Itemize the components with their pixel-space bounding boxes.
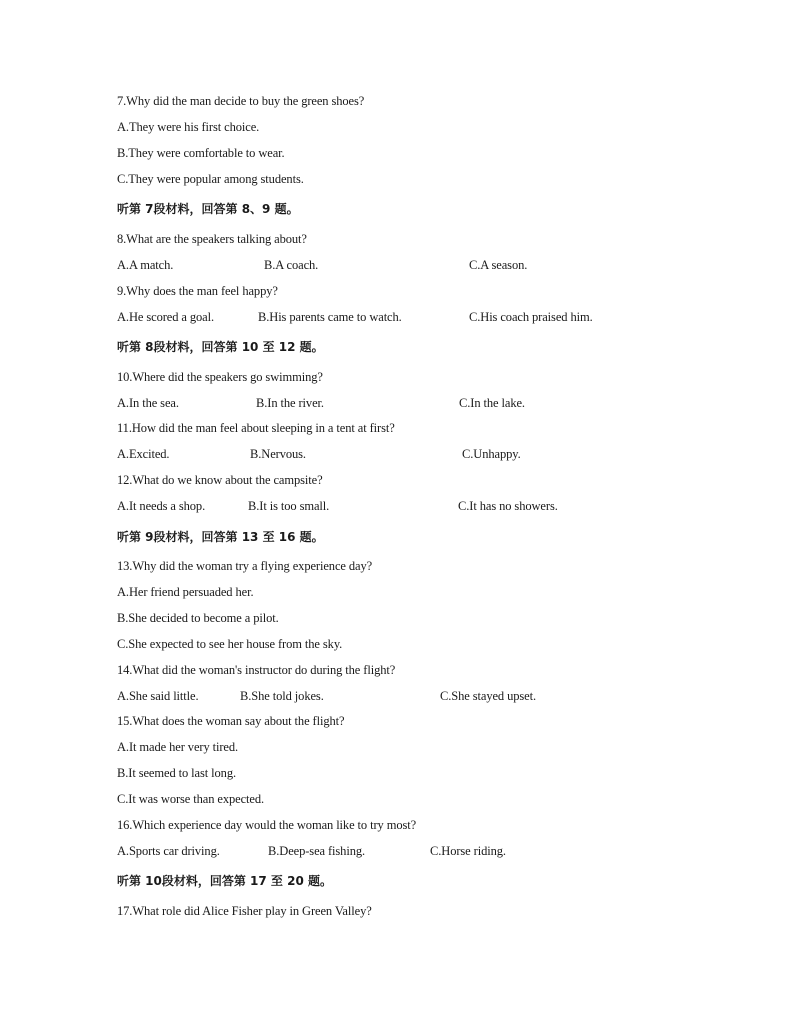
q10-option-b: B.In the river. [256,396,324,410]
q9-option-b: B.His parents came to watch. [258,310,402,324]
question-14: 14.What did the woman's instructor do during the flight? [117,663,396,677]
q14-option-a: A.She said little. [117,689,199,703]
question-12: 12.What do we know about the campsite? [117,473,323,487]
q9-option-a: A.He scored a goal. [117,310,215,324]
q12-options [117,498,677,514]
q8-options [117,257,677,273]
section-heading-7: 听第 7段材料，回答第 8、9 题。 [117,202,299,216]
q16-option-a: A.Sports car driving. [117,844,220,858]
q11-options [117,446,677,462]
q9-option-c: C.His coach praised him. [469,310,593,324]
q9-options [117,309,677,325]
q14-options [117,688,677,704]
question-11: 11.How did the man feel about sleeping in a tent at first? [117,421,395,435]
q12-option-c: C.It has no showers. [458,499,558,513]
question-16: 16.Which experience day would the woman like to try most? [117,818,417,832]
q7-option-b: B.They were comfortable to wear. [117,146,285,160]
q16-options [117,843,677,859]
q14-option-b: B.She told jokes. [240,689,324,703]
question-15: 15.What does the woman say about the flight? [117,714,345,728]
q10-option-a: A.In the sea. [117,396,179,410]
q12-option-b: B.It is too small. [248,499,330,513]
q13-option-b: B.She decided to become a pilot. [117,611,279,625]
q15-option-a: A.It made her very tired. [117,740,239,754]
q10-options [117,395,677,411]
q15-option-b: B.It seemed to last long. [117,766,237,780]
question-7: 7.Why did the man decide to buy the green shoes? [117,94,365,108]
q13-option-c: C.She expected to see her house from the sky. [117,637,343,651]
section-heading-8: 听第 8段材料，回答第 10 至 12 题。 [117,340,324,354]
q14-option-c: C.She stayed upset. [440,689,537,703]
q10-option-c: C.In the lake. [459,396,525,410]
q13-option-a: A.Her friend persuaded her. [117,585,254,599]
q15-option-c: C.It was worse than expected. [117,792,265,806]
section-heading-10: 听第 10段材料，回答第 17 至 20 题。 [117,874,332,888]
question-10: 10.Where did the speakers go swimming? [117,370,323,384]
question-13: 13.Why did the woman try a flying experience day? [117,559,373,573]
q11-option-c: C.Unhappy. [462,447,521,461]
question-8: 8.What are the speakers talking about? [117,232,307,246]
question-17: 17.What role did Alice Fisher play in Green Valley? [117,904,372,918]
question-9: 9.Why does the man feel happy? [117,284,278,298]
q16-option-b: B.Deep-sea fishing. [268,844,366,858]
q12-option-a: A.It needs a shop. [117,499,206,513]
q16-option-c: C.Horse riding. [430,844,506,858]
q8-option-b: B.A coach. [264,258,319,272]
q7-option-c: C.They were popular among students. [117,172,304,186]
q11-option-a: A.Excited. [117,447,170,461]
q8-option-c: C.A season. [469,258,528,272]
section-heading-9: 听第 9段材料，回答第 13 至 16 题。 [117,530,324,544]
q7-option-a: A.They were his first choice. [117,120,260,134]
q11-option-b: B.Nervous. [250,447,306,461]
q8-option-a: A.A match. [117,258,174,272]
